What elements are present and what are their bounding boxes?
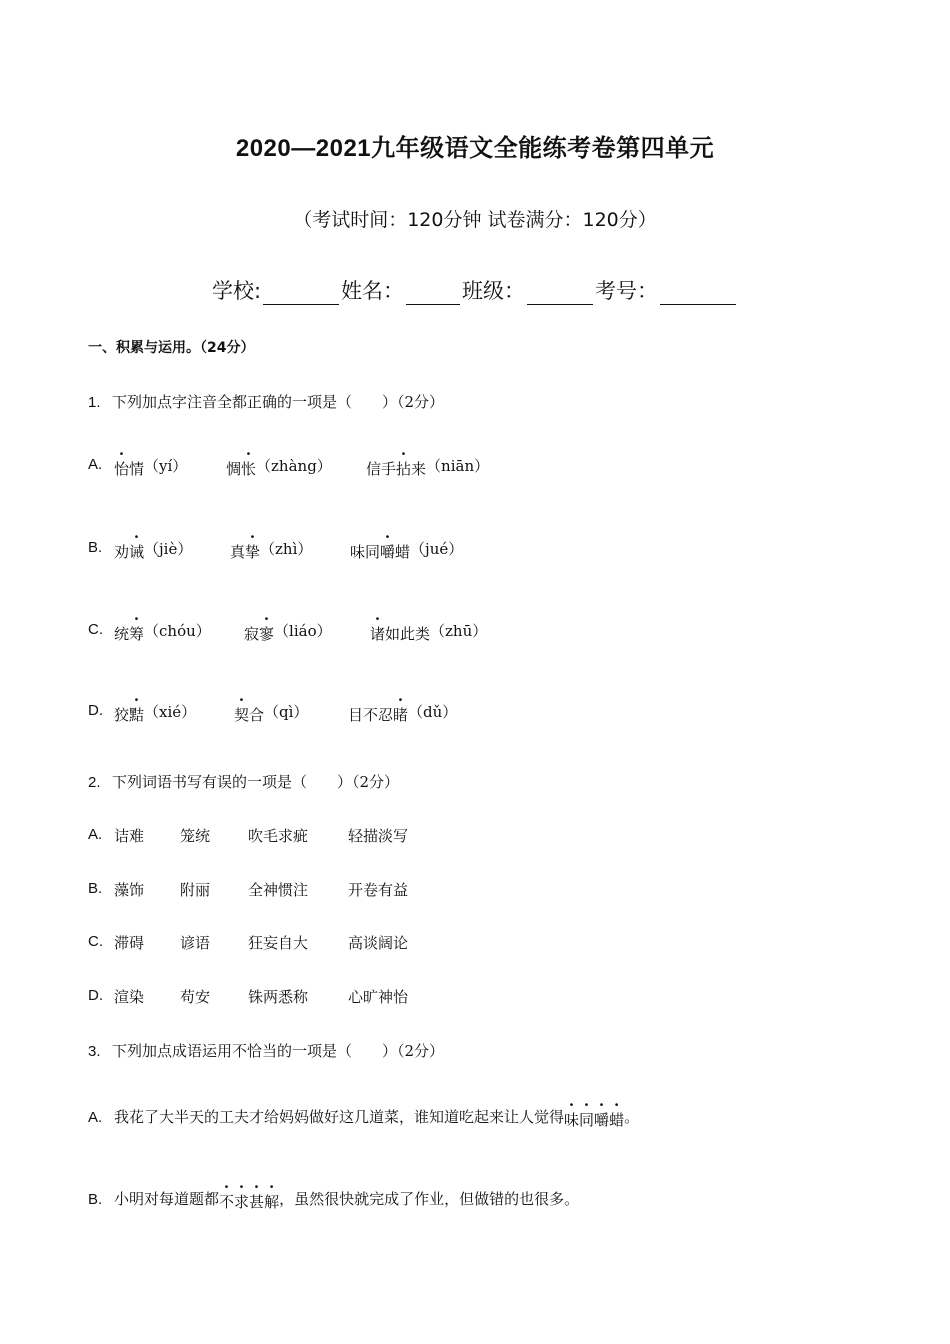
word-part: 寂 [244,625,260,643]
word-part: 真 [230,543,246,561]
option-label: A. [88,456,103,473]
option-row [88,455,490,478]
question-number: 2. [88,774,101,791]
option-row [88,986,409,1006]
option-label: B. [88,1191,103,1208]
option-label: C. [88,621,103,638]
question-stem: 下列词语书写有误的一项是（ ）（2分） [112,773,400,791]
exam-title: 2020—2021九年级语文全能练考卷第四单元 [235,135,715,162]
option-word: 附丽 [180,881,211,899]
word-part: 情 [129,460,145,478]
option-label: B. [88,880,103,897]
exam-number-blank[interactable] [660,282,736,305]
option-row [88,825,409,845]
exam-info: （考试时间：120分钟 试卷满分：120分） [293,209,657,231]
pinyin-annotation: （yí） [144,457,188,475]
option-label: B. [88,539,103,556]
pinyin-annotation: （zhū） [430,622,488,640]
option-word: 谚语 [180,934,211,952]
question-3 [88,1040,444,1061]
question-stem: 下列加点字注音全都正确的一项是（ ）（2分） [112,393,445,411]
pinyin-item [244,620,332,641]
pinyin-annotation: （xié） [144,703,197,721]
pinyin-annotation: （qì） [264,703,309,721]
sentence-part: 我花了大半天的工夫才给妈妈做好这几道菜，谁知道吃起来让人觉得 [114,1108,565,1126]
option-label: A. [88,1109,103,1126]
word-part: 如此类 [385,625,431,643]
dotted-char: 蜡 [609,1111,625,1129]
pinyin-annotation: （liáo） [274,622,332,640]
dotted-char: 怡 [114,460,130,478]
option-row [88,701,458,724]
name-label: 姓名： [341,279,405,303]
class-label: 班级： [462,279,526,303]
exam-number-label: 考号： [595,279,659,303]
option-word: 全神惯注 [248,881,309,899]
option-word: 笼统 [180,827,211,845]
option-row [88,1188,579,1209]
word-part: 目不忍 [348,706,394,724]
pinyin-item [114,538,192,559]
option-word: 心旷神怡 [348,988,409,1006]
pinyin-item [230,538,312,559]
option-word: 高谈阔论 [348,934,409,952]
class-blank[interactable] [527,282,593,305]
dotted-char: 怅 [241,460,257,478]
option-label: A. [88,826,103,843]
question-2 [88,771,399,792]
pinyin-item [370,620,487,641]
pinyin-annotation: （niān） [426,457,490,475]
pinyin-annotation: （chóu） [144,622,211,640]
word-part: 来 [411,460,427,478]
word-part: 统 [114,625,130,643]
pinyin-item [234,701,308,722]
option-word: 诘难 [114,827,145,845]
sentence-part: 小明对每道题都 [114,1190,220,1208]
dotted-char: 诸 [370,625,386,643]
dotted-char: 甚 [249,1193,265,1211]
dotted-char: 同 [579,1111,595,1129]
pinyin-annotation: （zhì） [260,540,313,558]
dotted-char: 拈 [396,460,412,478]
word-part: 信手 [366,460,397,478]
pinyin-annotation: （jiè） [144,540,193,558]
word-part: 蜡 [395,543,411,561]
dotted-char: 契 [234,706,250,724]
dotted-char: 嚼 [594,1111,610,1129]
pinyin-item [114,701,196,722]
option-word: 藻饰 [114,881,145,899]
option-word: 铢两悉称 [248,988,309,1006]
dotted-char: 寥 [259,625,275,643]
word-part: 合 [249,706,265,724]
option-label: D. [88,987,103,1004]
word-part: 味同 [350,543,381,561]
option-row [88,538,464,561]
question-number: 1. [88,394,101,411]
word-part: 惆 [226,460,242,478]
dotted-char: 挚 [245,543,261,561]
option-label: C. [88,933,103,950]
dotted-char: 求 [234,1193,250,1211]
option-word: 滞碍 [114,934,145,952]
school-label: 学校: [211,279,262,303]
dotted-char: 味 [564,1111,580,1129]
pinyin-item [114,455,187,476]
student-info-fields [0,275,950,305]
pinyin-annotation: （dǔ） [408,703,458,721]
dotted-char: 黠 [129,706,145,724]
sentence-part: ，虽然很快就完成了作业，但做错的也很多。 [279,1190,580,1208]
dotted-char: 不 [219,1193,235,1211]
word-part: 狡 [114,706,130,724]
word-part: 劝 [114,543,130,561]
pinyin-item [350,538,463,559]
sentence-part: 。 [624,1108,640,1126]
name-blank[interactable] [406,282,460,305]
dotted-char: 嚼 [380,543,396,561]
question-stem: 下列加点成语运用不恰当的一项是（ ）（2分） [112,1042,445,1060]
dotted-char: 诫 [129,543,145,561]
school-blank[interactable] [263,282,339,305]
option-label: D. [88,702,103,719]
pinyin-item [348,701,457,722]
pinyin-item [114,620,211,641]
pinyin-item [366,455,489,476]
option-word: 吹毛求疵 [248,827,309,845]
option-word: 开卷有益 [348,881,409,899]
option-row [88,932,409,952]
question-number: 3. [88,1043,101,1060]
option-word: 狂妄自大 [248,934,309,952]
pinyin-item [226,455,332,476]
pinyin-annotation: （zhàng） [256,457,332,475]
question-1 [88,391,444,412]
option-row [88,1106,639,1127]
dotted-char: 筹 [129,625,145,643]
option-word: 轻描淡写 [348,827,409,845]
option-word: 渲染 [114,988,145,1006]
dotted-char: 解 [264,1193,280,1211]
option-row [88,620,488,643]
dotted-char: 睹 [393,706,409,724]
option-word: 苟安 [180,988,211,1006]
section-heading: 一、积累与运用。（24分） [88,340,255,356]
pinyin-annotation: （jué） [410,540,464,558]
option-row [88,879,409,899]
